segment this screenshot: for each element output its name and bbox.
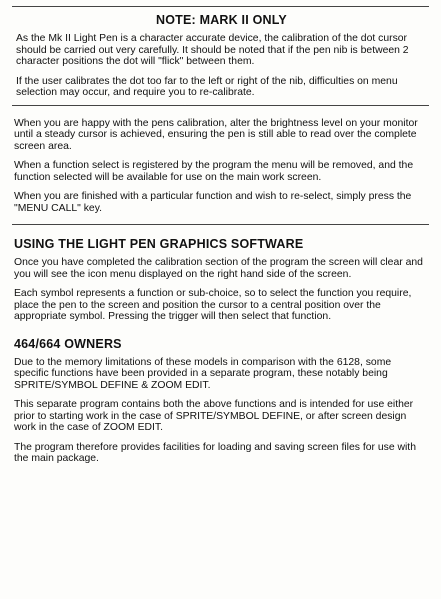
owners-paragraph: This separate program contains both the above functions and is intended for use either prior to starting work in the case of SPRITE/SYMBOL DEFINE, or after screen design work in the case of ZOOM EDIT. bbox=[14, 399, 414, 433]
calibration-paragraph: When you are finished with a particular function and wish to re-select, simply press the "MENU CALL" key. bbox=[14, 191, 412, 214]
owners-heading: 464/664 OWNERS bbox=[14, 336, 122, 351]
calibration-section bbox=[14, 118, 427, 215]
software-section bbox=[14, 237, 427, 323]
owners-paragraph: The program therefore provides facilities for loading and saving screen files for use with the main package. bbox=[14, 441, 416, 464]
software-paragraph: Each symbol represents a function or sub-choice, so to select the function you require, place the pen to the screen and position the cursor to a central position over the appropriate symbol. Pressing the trigger will then select that function. bbox=[14, 288, 412, 322]
note-title: NOTE: MARK II ONLY bbox=[156, 13, 287, 27]
calibration-paragraph: When a function select is registered by the program the menu will be removed, and the function selected will be available for use on the main work screen. bbox=[14, 160, 414, 183]
note-box bbox=[12, 6, 429, 106]
note-paragraph: If the user calibrates the dot too far to the left or right of the nib, difficulties on menu selection may occur, and require you to re-calibrate. bbox=[16, 75, 398, 98]
software-heading: USING THE LIGHT PEN GRAPHICS SOFTWARE bbox=[14, 237, 304, 251]
section-divider bbox=[12, 224, 429, 225]
calibration-paragraph: When you are happy with the pens calibration, alter the brightness level on your monitor until a steady cursor is achieved, ensuring the pen is still able to read over the complete screen area. bbox=[14, 117, 418, 152]
software-paragraph: Once you have completed the calibration section of the program the screen will clear and you will see the icon menu displayed on the right hand side of the screen. bbox=[14, 257, 423, 280]
owners-paragraph: Due to the memory limitations of these models in comparison with the 6128, some specific functions have been provided in a separate program, these notably being SPRITE/SYMBOL DEFINE & ZOOM EDIT. bbox=[14, 356, 392, 391]
note-paragraph: As the Mk II Light Pen is a character accurate device, the calibration of the dot cursor should be carried out very carefully. It should be noted that if the pen nib is between 2 character positions the dot will "flick" between them. bbox=[16, 33, 409, 67]
owners-section bbox=[14, 337, 427, 465]
